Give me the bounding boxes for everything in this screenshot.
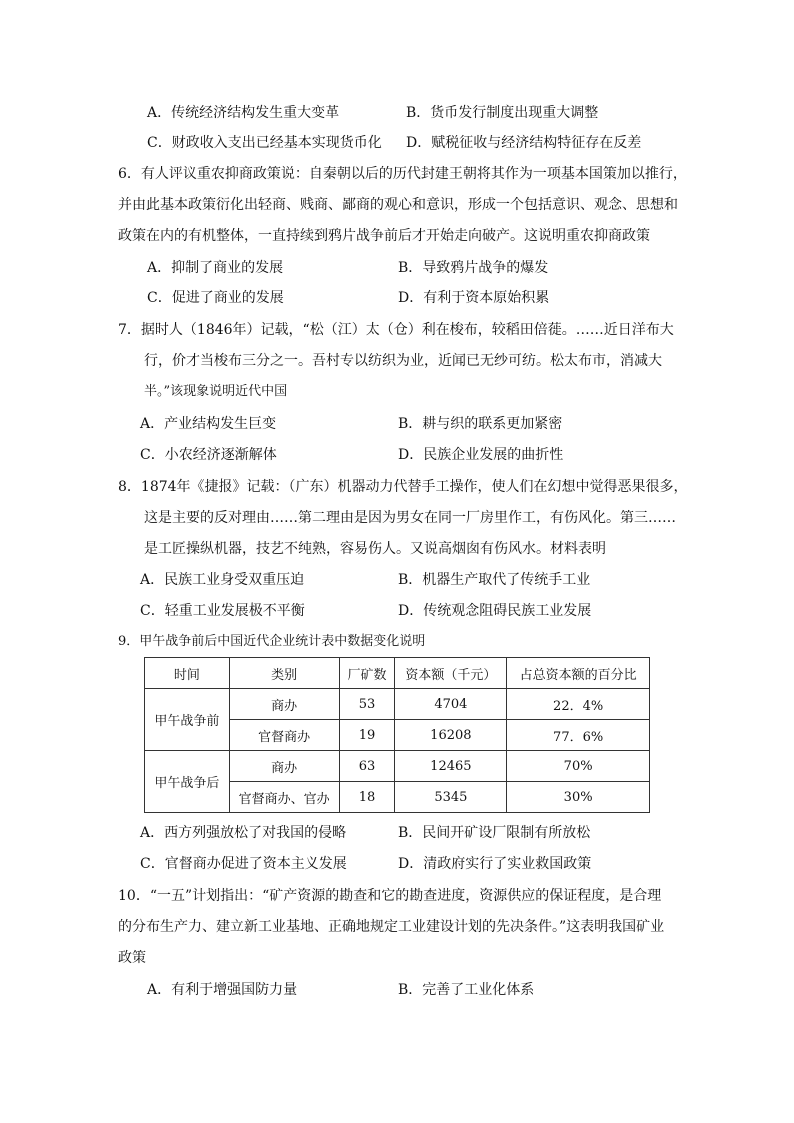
capital-cell: 5345 (395, 782, 507, 813)
q7-option-a: A．产业结构发生巨变 (140, 416, 277, 432)
count-cell: 63 (339, 751, 395, 782)
enterprise-statistics-table (144, 657, 650, 813)
table-header-row (145, 658, 650, 689)
q6-stem-line-3: 政策在内的有机整体，一直持续到鸦片战争前后才开始走向破产。这说明重农抑商政策 (118, 228, 650, 244)
capital-cell: 12465 (395, 751, 507, 782)
q7-option-b: B．耕与织的联系更加紧密 (398, 416, 563, 432)
table-header-cell: 资本额（千元） (395, 658, 507, 689)
category-cell: 商办 (229, 689, 339, 720)
table-header-cell: 占总资本额的百分比 (507, 658, 650, 689)
q8-stem-line-1: 8．1874年《捷报》记载：（广东）机器动力代替手工操作，使人们在幻想中觉得恶果很多， (118, 479, 688, 495)
q6-option-b: B．导致鸦片战争的爆发 (398, 260, 549, 276)
q7-stem-line-1: 7．据时人（1846年）记载，“松（江）太（仓）利在梭布，较稻田倍蓰。……近日洋布大 (118, 322, 674, 338)
period-cell: 甲午战争后 (145, 751, 230, 813)
q8-option-a: A．民族工业身受双重压迫 (140, 572, 305, 588)
count-cell: 19 (339, 720, 395, 751)
q9-option-c: C．官督商办促进了资本主义发展 (140, 856, 347, 872)
q10-option-b: B．完善了工业化体系 (398, 982, 535, 998)
q10-stem-line-3: 政策 (118, 950, 146, 966)
q6-option-d: D．有利于资本原始积累 (398, 290, 550, 306)
q6-stem-line-1: 6．有人评议重农抑商政策说：自秦朝以后的历代封建王朝将其作为一项基本国策加以推行， (118, 166, 687, 182)
table-row (145, 689, 650, 720)
q10-stem-line-2: 的分布生产力、建立新工业基地、正确地规定工业建设计划的先决条件。”这表明我国矿业 (118, 919, 665, 935)
q9-option-d: D．清政府实行了实业救国政策 (398, 856, 592, 872)
category-cell: 商办 (229, 751, 339, 782)
table-header-cell: 厂矿数 (339, 658, 395, 689)
percent-cell: 77．6% (507, 720, 650, 751)
q5-option-c: C．财政收入支出已经基本实现货币化 (147, 135, 382, 151)
table-header-cell: 类别 (229, 658, 339, 689)
q9-option-b: B．民间开矿设厂限制有所放松 (398, 825, 591, 841)
q8-stem-line-3: 是工匠操纵机器，技艺不纯熟，容易伤人。又说高烟囱有伤风水。材料表明 (144, 541, 606, 557)
q10-option-a: A．有利于增强国防力量 (147, 982, 298, 998)
q8-stem-line-2: 这是主要的反对理由……第二理由是因为男女在同一厂房里作工，有伤风化。第三…… (144, 510, 676, 526)
q8-option-b: B．机器生产取代了传统手工业 (398, 572, 591, 588)
q10-stem-line-1: 10．“一五”计划指出：“矿产资源的勘查和它的勘查进度，资源供应的保证程度，是合理 (118, 888, 662, 904)
q8-option-d: D．传统观念阻碍民族工业发展 (398, 603, 592, 619)
q7-option-c: C．小农经济逐渐解体 (140, 447, 277, 463)
capital-cell: 4704 (395, 689, 507, 720)
period-cell: 甲午战争前 (145, 689, 230, 751)
percent-cell: 30% (507, 782, 650, 813)
q6-option-c: C．促进了商业的发展 (147, 290, 284, 306)
q6-option-a: A．抑制了商业的发展 (147, 260, 284, 276)
q6-stem-line-2: 并由此基本政策衍化出轻商、贱商、鄙商的观心和意识，形成一个包括意识、观念、思想和 (118, 197, 678, 213)
q7-option-d: D．民族企业发展的曲折性 (398, 447, 564, 463)
q7-stem-line-3: 半。”该现象说明近代中国 (144, 384, 288, 399)
count-cell: 53 (339, 689, 395, 720)
q9-stem: 9．甲午战争前后中国近代企业统计表中数据变化说明 (118, 634, 426, 649)
capital-cell: 16208 (395, 720, 507, 751)
q5-option-d: D．赋税征收与经济结构特征存在反差 (406, 135, 642, 151)
table-header-cell: 时间 (145, 658, 230, 689)
q9-option-a: A．西方列强放松了对我国的侵略 (140, 825, 347, 841)
category-cell: 官督商办、官办 (229, 782, 339, 813)
table-row (145, 751, 650, 782)
percent-cell: 22．4% (507, 689, 650, 720)
count-cell: 18 (339, 782, 395, 813)
q5-option-a: A．传统经济结构发生重大变革 (147, 105, 340, 121)
q7-stem-line-2: 行，价才当梭布三分之一。吾村专以纺织为业，近闻已无纱可纺。松太布市，消减大 (144, 353, 662, 369)
q5-option-b: B．货币发行制度出现重大调整 (406, 105, 599, 121)
category-cell: 官督商办 (229, 720, 339, 751)
q8-option-c: C．轻重工业发展极不平衡 (140, 603, 305, 619)
percent-cell: 70% (507, 751, 650, 782)
